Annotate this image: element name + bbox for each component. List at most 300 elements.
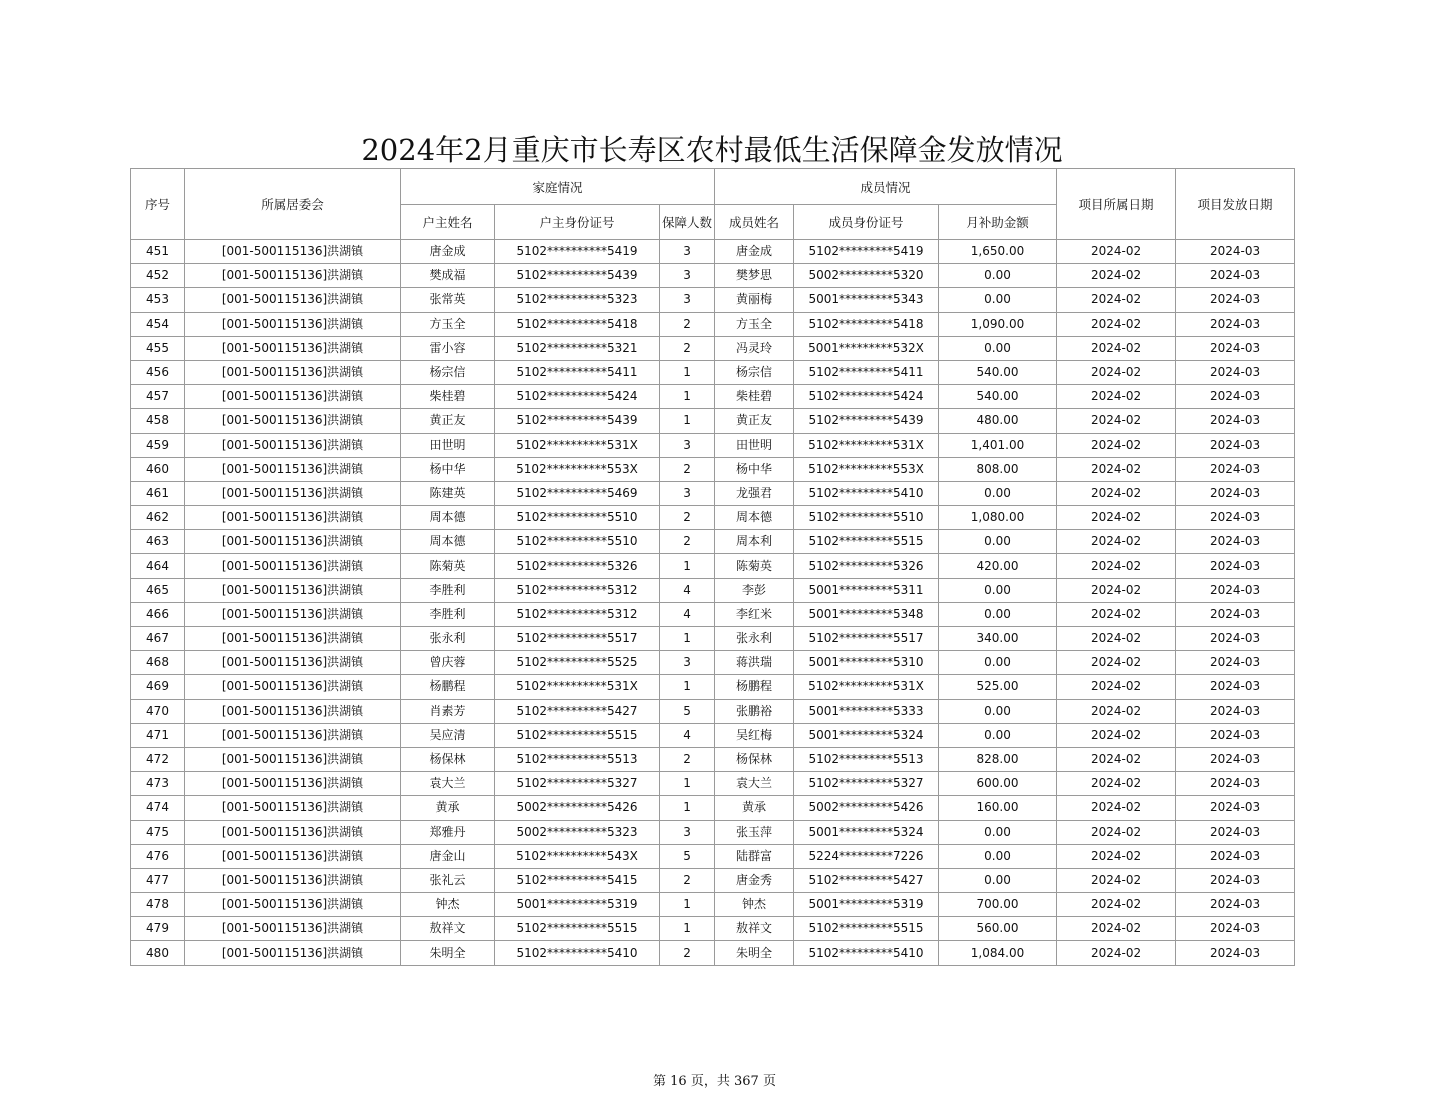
- cell-seq: 456: [131, 360, 185, 384]
- table-row: [131, 264, 1295, 288]
- cell-member-id: 5001*********5310: [794, 651, 939, 675]
- cell-member-name: 黄承: [715, 796, 794, 820]
- cell-project-date: 2024-02: [1057, 602, 1176, 626]
- cell-issue-date: 2024-03: [1176, 312, 1295, 336]
- cell-seq: 468: [131, 651, 185, 675]
- cell-monthly-amount: 0.00: [939, 336, 1057, 360]
- table-row: [131, 433, 1295, 457]
- table-row: [131, 820, 1295, 844]
- cell-member-id: 5102*********5327: [794, 772, 939, 796]
- cell-issue-date: 2024-03: [1176, 820, 1295, 844]
- cell-member-name: 陆群富: [715, 844, 794, 868]
- cell-member-name: 陈菊英: [715, 554, 794, 578]
- cell-member-id: 5102*********5515: [794, 530, 939, 554]
- cell-insured-count: 2: [660, 868, 715, 892]
- table-row: [131, 844, 1295, 868]
- cell-seq: 480: [131, 941, 185, 965]
- cell-insured-count: 3: [660, 288, 715, 312]
- header-seq: 序号: [131, 169, 185, 240]
- cell-project-date: 2024-02: [1057, 820, 1176, 844]
- cell-head-name: 柴桂碧: [401, 385, 495, 409]
- cell-monthly-amount: 160.00: [939, 796, 1057, 820]
- cell-project-date: 2024-02: [1057, 868, 1176, 892]
- cell-committee: [001-500115136]洪湖镇: [185, 820, 401, 844]
- cell-member-name: 唐金成: [715, 240, 794, 264]
- cell-monthly-amount: 0.00: [939, 868, 1057, 892]
- cell-project-date: 2024-02: [1057, 433, 1176, 457]
- cell-seq: 452: [131, 264, 185, 288]
- cell-project-date: 2024-02: [1057, 288, 1176, 312]
- cell-insured-count: 2: [660, 457, 715, 481]
- cell-head-name: 黄承: [401, 796, 495, 820]
- cell-head-id: 5102**********5419: [495, 240, 660, 264]
- cell-project-date: 2024-02: [1057, 312, 1176, 336]
- cell-issue-date: 2024-03: [1176, 941, 1295, 965]
- cell-head-id: 5102**********5312: [495, 602, 660, 626]
- cell-committee: [001-500115136]洪湖镇: [185, 893, 401, 917]
- table-row: [131, 530, 1295, 554]
- cell-issue-date: 2024-03: [1176, 578, 1295, 602]
- cell-issue-date: 2024-03: [1176, 602, 1295, 626]
- cell-project-date: 2024-02: [1057, 578, 1176, 602]
- cell-monthly-amount: 0.00: [939, 820, 1057, 844]
- table-row: [131, 312, 1295, 336]
- cell-head-id: 5002**********5323: [495, 820, 660, 844]
- cell-insured-count: 3: [660, 651, 715, 675]
- cell-insured-count: 5: [660, 699, 715, 723]
- table-row: [131, 481, 1295, 505]
- cell-head-id: 5002**********5426: [495, 796, 660, 820]
- cell-member-id: 5102*********5411: [794, 360, 939, 384]
- header-insured-count: 保障人数: [660, 205, 715, 240]
- cell-head-name: 张永利: [401, 627, 495, 651]
- cell-committee: [001-500115136]洪湖镇: [185, 240, 401, 264]
- cell-seq: 470: [131, 699, 185, 723]
- table-row: [131, 602, 1295, 626]
- cell-committee: [001-500115136]洪湖镇: [185, 481, 401, 505]
- cell-head-id: 5102**********553X: [495, 457, 660, 481]
- cell-monthly-amount: 540.00: [939, 360, 1057, 384]
- cell-project-date: 2024-02: [1057, 699, 1176, 723]
- cell-head-id: 5102**********5411: [495, 360, 660, 384]
- cell-monthly-amount: 1,080.00: [939, 506, 1057, 530]
- table-row: [131, 651, 1295, 675]
- cell-member-name: 张鹏裕: [715, 699, 794, 723]
- cell-committee: [001-500115136]洪湖镇: [185, 602, 401, 626]
- page-suffix: 页: [762, 1074, 776, 1089]
- cell-seq: 476: [131, 844, 185, 868]
- cell-member-id: 5102*********5326: [794, 554, 939, 578]
- cell-seq: 455: [131, 336, 185, 360]
- cell-seq: 462: [131, 506, 185, 530]
- cell-member-id: 5001*********5343: [794, 288, 939, 312]
- cell-committee: [001-500115136]洪湖镇: [185, 336, 401, 360]
- cell-head-name: 钟杰: [401, 893, 495, 917]
- cell-project-date: 2024-02: [1057, 506, 1176, 530]
- cell-insured-count: 1: [660, 627, 715, 651]
- table-row: [131, 893, 1295, 917]
- cell-seq: 453: [131, 288, 185, 312]
- table-row: [131, 578, 1295, 602]
- cell-insured-count: 3: [660, 264, 715, 288]
- cell-head-name: 杨中华: [401, 457, 495, 481]
- cell-seq: 465: [131, 578, 185, 602]
- cell-head-name: 杨宗信: [401, 360, 495, 384]
- cell-member-id: 5102*********5513: [794, 747, 939, 771]
- cell-project-date: 2024-02: [1057, 723, 1176, 747]
- cell-head-name: 樊成福: [401, 264, 495, 288]
- cell-member-id: 5102*********5410: [794, 481, 939, 505]
- cell-issue-date: 2024-03: [1176, 288, 1295, 312]
- cell-committee: [001-500115136]洪湖镇: [185, 796, 401, 820]
- cell-seq: 458: [131, 409, 185, 433]
- cell-project-date: 2024-02: [1057, 675, 1176, 699]
- cell-committee: [001-500115136]洪湖镇: [185, 288, 401, 312]
- cell-seq: 459: [131, 433, 185, 457]
- cell-monthly-amount: 700.00: [939, 893, 1057, 917]
- cell-seq: 467: [131, 627, 185, 651]
- cell-insured-count: 3: [660, 433, 715, 457]
- cell-committee: [001-500115136]洪湖镇: [185, 627, 401, 651]
- relief-payment-table: [130, 168, 1295, 966]
- cell-project-date: 2024-02: [1057, 264, 1176, 288]
- cell-project-date: 2024-02: [1057, 844, 1176, 868]
- cell-issue-date: 2024-03: [1176, 844, 1295, 868]
- cell-monthly-amount: 0.00: [939, 844, 1057, 868]
- cell-issue-date: 2024-03: [1176, 917, 1295, 941]
- cell-insured-count: 2: [660, 530, 715, 554]
- cell-seq: 478: [131, 893, 185, 917]
- cell-committee: [001-500115136]洪湖镇: [185, 941, 401, 965]
- cell-insured-count: 1: [660, 675, 715, 699]
- cell-project-date: 2024-02: [1057, 796, 1176, 820]
- cell-insured-count: 2: [660, 336, 715, 360]
- table-row: [131, 796, 1295, 820]
- cell-monthly-amount: 600.00: [939, 772, 1057, 796]
- cell-monthly-amount: 0.00: [939, 578, 1057, 602]
- cell-insured-count: 1: [660, 796, 715, 820]
- cell-monthly-amount: 540.00: [939, 385, 1057, 409]
- cell-head-id: 5102**********543X: [495, 844, 660, 868]
- cell-member-id: 5224*********7226: [794, 844, 939, 868]
- cell-project-date: 2024-02: [1057, 917, 1176, 941]
- table-row: [131, 240, 1295, 264]
- cell-issue-date: 2024-03: [1176, 530, 1295, 554]
- cell-insured-count: 1: [660, 917, 715, 941]
- table-row: [131, 409, 1295, 433]
- cell-seq: 475: [131, 820, 185, 844]
- cell-head-id: 5102**********5424: [495, 385, 660, 409]
- table-header: [131, 169, 1295, 240]
- cell-member-name: 杨保林: [715, 747, 794, 771]
- cell-member-name: 朱明全: [715, 941, 794, 965]
- cell-member-name: 田世明: [715, 433, 794, 457]
- cell-issue-date: 2024-03: [1176, 481, 1295, 505]
- cell-member-id: 5001*********5348: [794, 602, 939, 626]
- cell-head-id: 5102**********5513: [495, 747, 660, 771]
- cell-member-id: 5102*********5439: [794, 409, 939, 433]
- cell-member-id: 5102*********553X: [794, 457, 939, 481]
- cell-member-id: 5102*********5517: [794, 627, 939, 651]
- header-project-date: 项目所属日期: [1057, 169, 1176, 240]
- cell-committee: [001-500115136]洪湖镇: [185, 433, 401, 457]
- cell-monthly-amount: 0.00: [939, 264, 1057, 288]
- cell-monthly-amount: 0.00: [939, 699, 1057, 723]
- cell-head-name: 杨保林: [401, 747, 495, 771]
- cell-project-date: 2024-02: [1057, 941, 1176, 965]
- cell-head-name: 周本德: [401, 506, 495, 530]
- cell-insured-count: 3: [660, 820, 715, 844]
- cell-committee: [001-500115136]洪湖镇: [185, 723, 401, 747]
- cell-issue-date: 2024-03: [1176, 554, 1295, 578]
- cell-head-name: 郑雅丹: [401, 820, 495, 844]
- cell-seq: 461: [131, 481, 185, 505]
- cell-seq: 472: [131, 747, 185, 771]
- cell-member-name: 杨鹏程: [715, 675, 794, 699]
- cell-committee: [001-500115136]洪湖镇: [185, 747, 401, 771]
- cell-member-name: 李彭: [715, 578, 794, 602]
- cell-head-name: 陈建英: [401, 481, 495, 505]
- cell-head-name: 唐金成: [401, 240, 495, 264]
- cell-head-id: 5102**********5439: [495, 409, 660, 433]
- cell-issue-date: 2024-03: [1176, 264, 1295, 288]
- cell-monthly-amount: 0.00: [939, 530, 1057, 554]
- header-monthly-amount: 月补助金额: [939, 205, 1057, 240]
- table-row: [131, 360, 1295, 384]
- cell-member-name: 袁大兰: [715, 772, 794, 796]
- cell-issue-date: 2024-03: [1176, 723, 1295, 747]
- cell-head-name: 朱明全: [401, 941, 495, 965]
- cell-project-date: 2024-02: [1057, 409, 1176, 433]
- cell-insured-count: 1: [660, 385, 715, 409]
- cell-member-name: 杨宗信: [715, 360, 794, 384]
- cell-committee: [001-500115136]洪湖镇: [185, 312, 401, 336]
- table-row: [131, 506, 1295, 530]
- cell-head-id: 5102**********531X: [495, 433, 660, 457]
- cell-head-id: 5102**********5326: [495, 554, 660, 578]
- cell-member-name: 周本德: [715, 506, 794, 530]
- cell-head-id: 5102**********5323: [495, 288, 660, 312]
- cell-head-name: 陈菊英: [401, 554, 495, 578]
- cell-committee: [001-500115136]洪湖镇: [185, 651, 401, 675]
- cell-seq: 466: [131, 602, 185, 626]
- cell-monthly-amount: 525.00: [939, 675, 1057, 699]
- cell-project-date: 2024-02: [1057, 554, 1176, 578]
- cell-member-name: 黄丽梅: [715, 288, 794, 312]
- cell-monthly-amount: 560.00: [939, 917, 1057, 941]
- cell-committee: [001-500115136]洪湖镇: [185, 506, 401, 530]
- cell-insured-count: 4: [660, 723, 715, 747]
- cell-member-id: 5102*********5515: [794, 917, 939, 941]
- cell-member-id: 5002*********5320: [794, 264, 939, 288]
- cell-member-id: 5102*********531X: [794, 433, 939, 457]
- cell-monthly-amount: 480.00: [939, 409, 1057, 433]
- header-head-name: 户主姓名: [401, 205, 495, 240]
- cell-member-id: 5002*********5426: [794, 796, 939, 820]
- cell-monthly-amount: 340.00: [939, 627, 1057, 651]
- document-title: 2024年2月重庆市长寿区农村最低生活保障金发放情况: [361, 133, 1063, 167]
- page-mid: 页，共: [690, 1074, 730, 1089]
- cell-member-id: 5001*********5333: [794, 699, 939, 723]
- cell-head-name: 曾庆蓉: [401, 651, 495, 675]
- cell-insured-count: 5: [660, 844, 715, 868]
- table-row: [131, 457, 1295, 481]
- cell-committee: [001-500115136]洪湖镇: [185, 578, 401, 602]
- cell-member-id: 5001*********5319: [794, 893, 939, 917]
- cell-committee: [001-500115136]洪湖镇: [185, 772, 401, 796]
- cell-head-id: 5102**********5439: [495, 264, 660, 288]
- cell-issue-date: 2024-03: [1176, 796, 1295, 820]
- cell-member-name: 敖祥文: [715, 917, 794, 941]
- cell-monthly-amount: 420.00: [939, 554, 1057, 578]
- cell-committee: [001-500115136]洪湖镇: [185, 675, 401, 699]
- cell-committee: [001-500115136]洪湖镇: [185, 699, 401, 723]
- table-row: [131, 941, 1295, 965]
- cell-monthly-amount: 808.00: [939, 457, 1057, 481]
- table-row: [131, 723, 1295, 747]
- cell-member-name: 周本利: [715, 530, 794, 554]
- cell-head-name: 张常英: [401, 288, 495, 312]
- cell-head-id: 5102**********5321: [495, 336, 660, 360]
- cell-head-name: 雷小容: [401, 336, 495, 360]
- cell-issue-date: 2024-03: [1176, 868, 1295, 892]
- cell-member-name: 唐金秀: [715, 868, 794, 892]
- cell-seq: 463: [131, 530, 185, 554]
- cell-member-name: 樊梦思: [715, 264, 794, 288]
- cell-monthly-amount: 0.00: [939, 481, 1057, 505]
- cell-member-name: 钟杰: [715, 893, 794, 917]
- cell-insured-count: 3: [660, 240, 715, 264]
- cell-seq: 471: [131, 723, 185, 747]
- table-row: [131, 699, 1295, 723]
- cell-issue-date: 2024-03: [1176, 457, 1295, 481]
- header-issue-date: 项目发放日期: [1176, 169, 1295, 240]
- cell-monthly-amount: 1,090.00: [939, 312, 1057, 336]
- table-row: [131, 747, 1295, 771]
- cell-member-id: 5001*********5311: [794, 578, 939, 602]
- cell-committee: [001-500115136]洪湖镇: [185, 530, 401, 554]
- page-total: 367: [734, 1074, 759, 1089]
- cell-seq: 451: [131, 240, 185, 264]
- table-body: [131, 240, 1295, 966]
- cell-head-id: 5102**********5515: [495, 917, 660, 941]
- cell-head-name: 唐金山: [401, 844, 495, 868]
- cell-member-id: 5102*********5419: [794, 240, 939, 264]
- cell-head-name: 肖素芳: [401, 699, 495, 723]
- cell-seq: 464: [131, 554, 185, 578]
- cell-member-name: 方玉全: [715, 312, 794, 336]
- cell-project-date: 2024-02: [1057, 772, 1176, 796]
- cell-issue-date: 2024-03: [1176, 675, 1295, 699]
- cell-insured-count: 4: [660, 602, 715, 626]
- cell-issue-date: 2024-03: [1176, 409, 1295, 433]
- cell-project-date: 2024-02: [1057, 651, 1176, 675]
- cell-head-id: 5102**********5327: [495, 772, 660, 796]
- cell-member-id: 5102*********5427: [794, 868, 939, 892]
- cell-member-name: 张永利: [715, 627, 794, 651]
- cell-committee: [001-500115136]洪湖镇: [185, 868, 401, 892]
- cell-insured-count: 4: [660, 578, 715, 602]
- cell-member-id: 5001*********5324: [794, 723, 939, 747]
- cell-monthly-amount: 1,084.00: [939, 941, 1057, 965]
- cell-issue-date: 2024-03: [1176, 360, 1295, 384]
- cell-issue-date: 2024-03: [1176, 747, 1295, 771]
- cell-insured-count: 1: [660, 360, 715, 384]
- cell-insured-count: 1: [660, 772, 715, 796]
- cell-monthly-amount: 0.00: [939, 651, 1057, 675]
- cell-insured-count: 1: [660, 893, 715, 917]
- cell-monthly-amount: 0.00: [939, 723, 1057, 747]
- cell-issue-date: 2024-03: [1176, 893, 1295, 917]
- cell-issue-date: 2024-03: [1176, 336, 1295, 360]
- header-member-id: 成员身份证号: [794, 205, 939, 240]
- cell-member-name: 李红米: [715, 602, 794, 626]
- cell-head-name: 敖祥文: [401, 917, 495, 941]
- cell-member-id: 5102*********5510: [794, 506, 939, 530]
- cell-insured-count: 2: [660, 312, 715, 336]
- cell-head-id: 5102**********5525: [495, 651, 660, 675]
- cell-issue-date: 2024-03: [1176, 627, 1295, 651]
- header-head-id: 户主身份证号: [495, 205, 660, 240]
- cell-committee: [001-500115136]洪湖镇: [185, 844, 401, 868]
- cell-head-name: 李胜利: [401, 602, 495, 626]
- cell-head-id: 5102**********5515: [495, 723, 660, 747]
- cell-project-date: 2024-02: [1057, 747, 1176, 771]
- cell-head-name: 黄正友: [401, 409, 495, 433]
- table-row: [131, 385, 1295, 409]
- cell-member-id: 5102*********5410: [794, 941, 939, 965]
- cell-member-name: 杨中华: [715, 457, 794, 481]
- cell-committee: [001-500115136]洪湖镇: [185, 917, 401, 941]
- cell-head-name: 张礼云: [401, 868, 495, 892]
- cell-seq: 454: [131, 312, 185, 336]
- cell-issue-date: 2024-03: [1176, 433, 1295, 457]
- cell-head-name: 李胜利: [401, 578, 495, 602]
- cell-committee: [001-500115136]洪湖镇: [185, 409, 401, 433]
- cell-project-date: 2024-02: [1057, 457, 1176, 481]
- cell-monthly-amount: 0.00: [939, 288, 1057, 312]
- cell-project-date: 2024-02: [1057, 385, 1176, 409]
- cell-head-id: 5102**********5427: [495, 699, 660, 723]
- cell-member-id: 5102*********531X: [794, 675, 939, 699]
- cell-head-name: 周本德: [401, 530, 495, 554]
- cell-head-name: 袁大兰: [401, 772, 495, 796]
- cell-member-id: 5001*********532X: [794, 336, 939, 360]
- header-committee: 所属居委会: [185, 169, 401, 240]
- cell-head-id: 5102**********5312: [495, 578, 660, 602]
- cell-member-name: 蒋洪瑞: [715, 651, 794, 675]
- cell-project-date: 2024-02: [1057, 893, 1176, 917]
- cell-seq: 473: [131, 772, 185, 796]
- cell-head-id: 5102**********5469: [495, 481, 660, 505]
- cell-seq: 479: [131, 917, 185, 941]
- cell-project-date: 2024-02: [1057, 240, 1176, 264]
- table-row: [131, 917, 1295, 941]
- page-footer: [0, 1070, 1429, 1089]
- cell-head-id: 5102**********5410: [495, 941, 660, 965]
- cell-insured-count: 2: [660, 941, 715, 965]
- cell-head-id: 5102**********5517: [495, 627, 660, 651]
- header-family-group: 家庭情况: [401, 169, 715, 205]
- cell-insured-count: 1: [660, 409, 715, 433]
- cell-committee: [001-500115136]洪湖镇: [185, 457, 401, 481]
- cell-monthly-amount: 828.00: [939, 747, 1057, 771]
- cell-issue-date: 2024-03: [1176, 651, 1295, 675]
- cell-committee: [001-500115136]洪湖镇: [185, 385, 401, 409]
- cell-issue-date: 2024-03: [1176, 772, 1295, 796]
- cell-seq: 474: [131, 796, 185, 820]
- cell-committee: [001-500115136]洪湖镇: [185, 264, 401, 288]
